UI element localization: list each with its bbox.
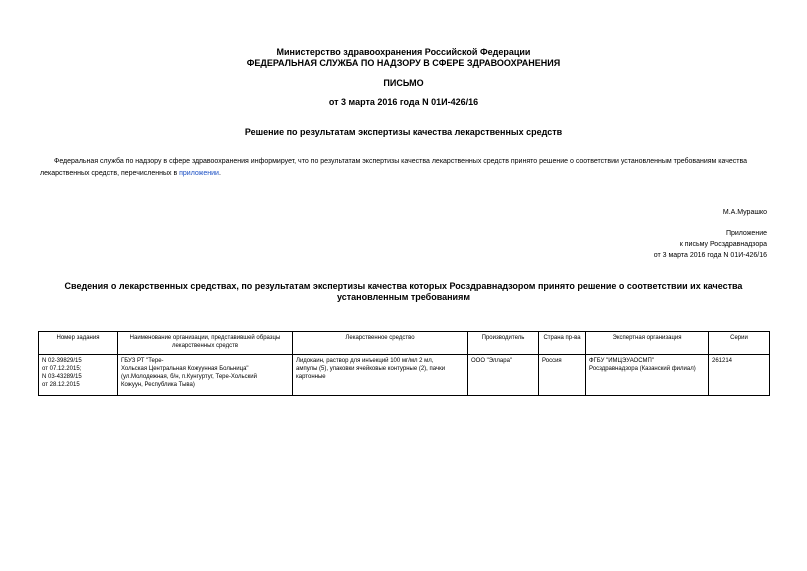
header-manufacturer: Производитель [468, 332, 539, 355]
cell-series: 261214 [709, 355, 770, 396]
cell-organization: ГБУЗ РТ "Тере- Хольская Центральная Кожуунная Больница" (ул.Молодежная, б/н, п.Кунгуртуг, Тере-Хольский Кожуун, Республика Тыва) [118, 355, 293, 396]
table-row [39, 355, 770, 396]
cell-country: Россия [539, 355, 586, 396]
appendix-label: Приложение [725, 230, 767, 237]
body-text: Федеральная служба по надзору в сфере здравоохранения информирует, что по результатам экспертизы качества лекарственных средств принято решение о соответствии установленным требованиям качества лекарственных средств, перечисленных в [40, 158, 748, 177]
cell-task-number: N 02-39829/15 от 07.12.2015; N 03-43289/15 от 28.12.2015 [39, 355, 118, 396]
header-drug: Лекарственное средство [293, 332, 468, 355]
cell-drug: Лидокаин, раствор для инъекций 100 мг/мл 2 мл, ампулы (5), упаковки ячейковые контурные (2), пачки картонные [293, 355, 468, 396]
appendix-date: от 3 марта 2016 года N 01И-426/16 [653, 252, 767, 259]
drugs-table [38, 331, 770, 396]
ministry-name: Министерство здравоохранения Российской Федерации [276, 47, 531, 57]
document-date-number: от 3 марта 2016 года N 01И-426/16 [328, 97, 479, 107]
body-paragraph [40, 156, 773, 180]
table-header-row [39, 332, 770, 355]
header-country: Страна пр-ва [539, 332, 586, 355]
header-series: Серии [709, 332, 770, 355]
header-expert-org: Экспертная организация [586, 332, 709, 355]
service-name: ФЕДЕРАЛЬНАЯ СЛУЖБА ПО НАДЗОРУ В СФЕРЕ ЗДРАВООХРАНЕНИЯ [246, 58, 561, 68]
signature: М.А.Мурашко [722, 209, 767, 216]
header-organization: Наименование организации, представившей образцы лекарственных средств [118, 332, 293, 355]
cell-expert-org: ФГБУ "ИМЦЭУАОСМП" Росздравнадзора (Казанский филиал) [586, 355, 709, 396]
body-text-end: . [218, 170, 221, 177]
appendix-reference: к письму Росздравнадзора [679, 241, 767, 248]
appendix-title: Сведения о лекарственных средствах, по результатам экспертизы качества которых Росздравнадзором принято решение о соответствии их качества установленным требованиям [64, 281, 743, 302]
cell-manufacturer: ООО "Эллара" [468, 355, 539, 396]
appendix-link[interactable]: приложении [179, 170, 219, 177]
header-task-number: Номер задания [39, 332, 118, 355]
document-subject: Решение по результатам экспертизы качества лекарственных средств [244, 127, 563, 137]
document-type: ПИСЬМО [383, 78, 424, 88]
